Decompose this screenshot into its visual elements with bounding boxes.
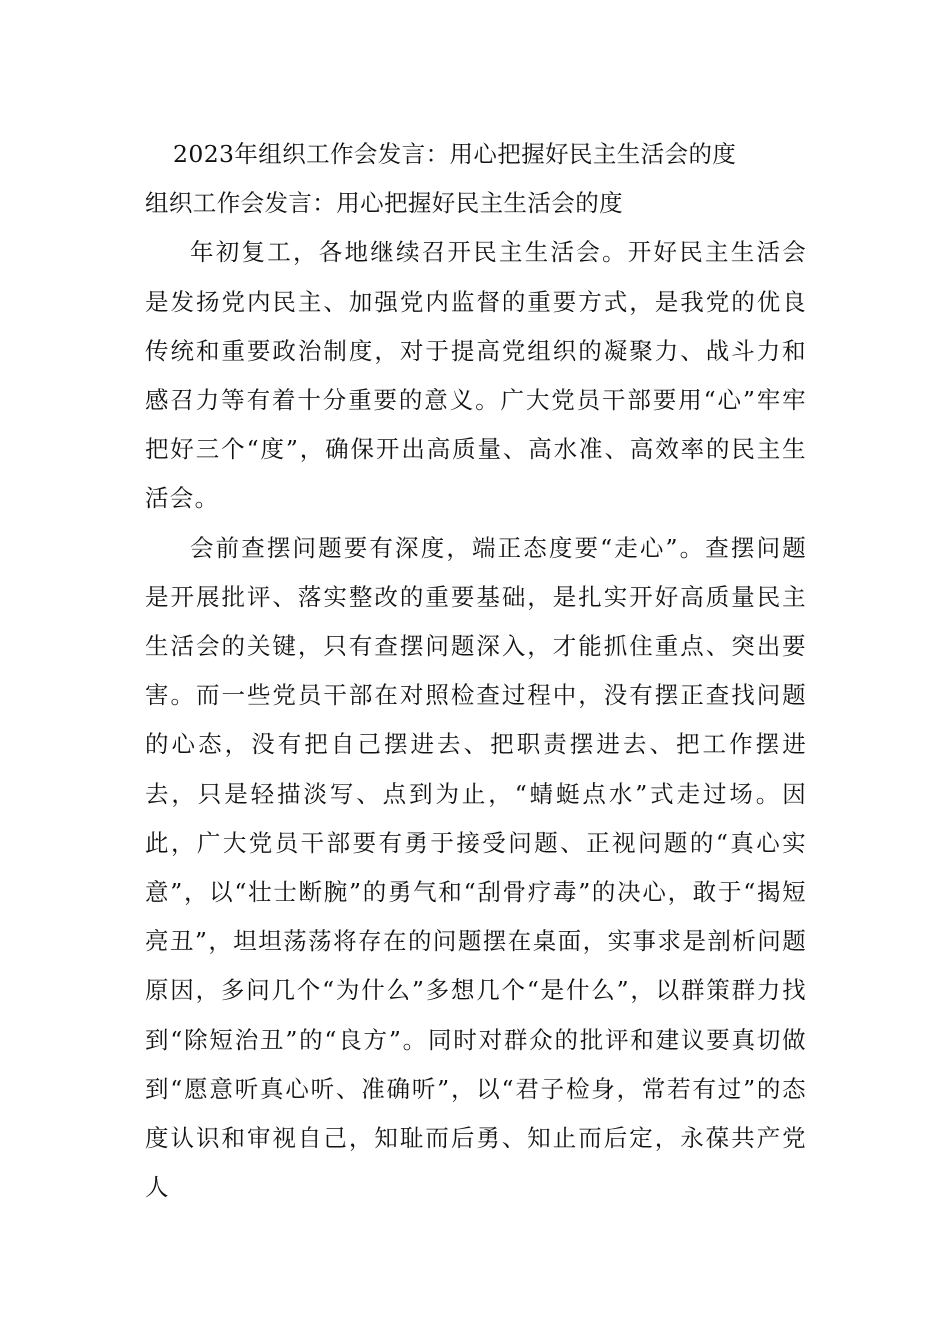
paragraph-depth: 会前查摆问题要有深度，端正态度要“走心”。查摆问题是开展批评、落实整改的重要基础，是扎实开好高质量民主生活会的关键，只有查摆问题深入，才能抓住重点、突出要害。而一些党员干部在对照检查过程中，没有摆正查找问题的心态，没有把自己摆进去、把职责摆进去、把工作摆进去，只是轻描淡写、点到为止，“蜻蜓点水”式走过场。因此，广大党员干部要有勇于接受问题、正视问题的“真心实意”，以“壮士断腕”的勇气和“刮骨疗毒”的决心，敢于“揭短亮丑”，坦坦荡荡将存在的问题摆在桌面，实事求是剖析问题原因，多问几个“为什么”多想几个“是什么”，以群策群力找到“除短治丑”的“良方”。同时对群众的批评和建议要真切做到“愿意听真心听、准确听”，以“君子检身，常若有过”的态度认识和审视自己，知耻而后勇、知止而后定，永葆共产党人	[145, 533, 807, 1202]
document-subtitle: 组织工作会发言：用心把握好民主生活会的度	[145, 189, 623, 218]
paragraph-intro: 年初复工，各地继续召开民主生活会。开好民主生活会是发扬党内民主、加强党内监督的重要方式，是我党的优良传统和重要政治制度，对于提高党组织的凝聚力、战斗力和感召力等有着十分重要的意义。广大党员干部要用“心”牢牢把好三个“度”，确保开出高质量、高水准、高效率的民主生活会。	[145, 238, 807, 513]
document-title: 2023年组织工作会发言：用心把握好民主生活会的度	[173, 140, 737, 168]
document-body	[145, 130, 807, 1212]
